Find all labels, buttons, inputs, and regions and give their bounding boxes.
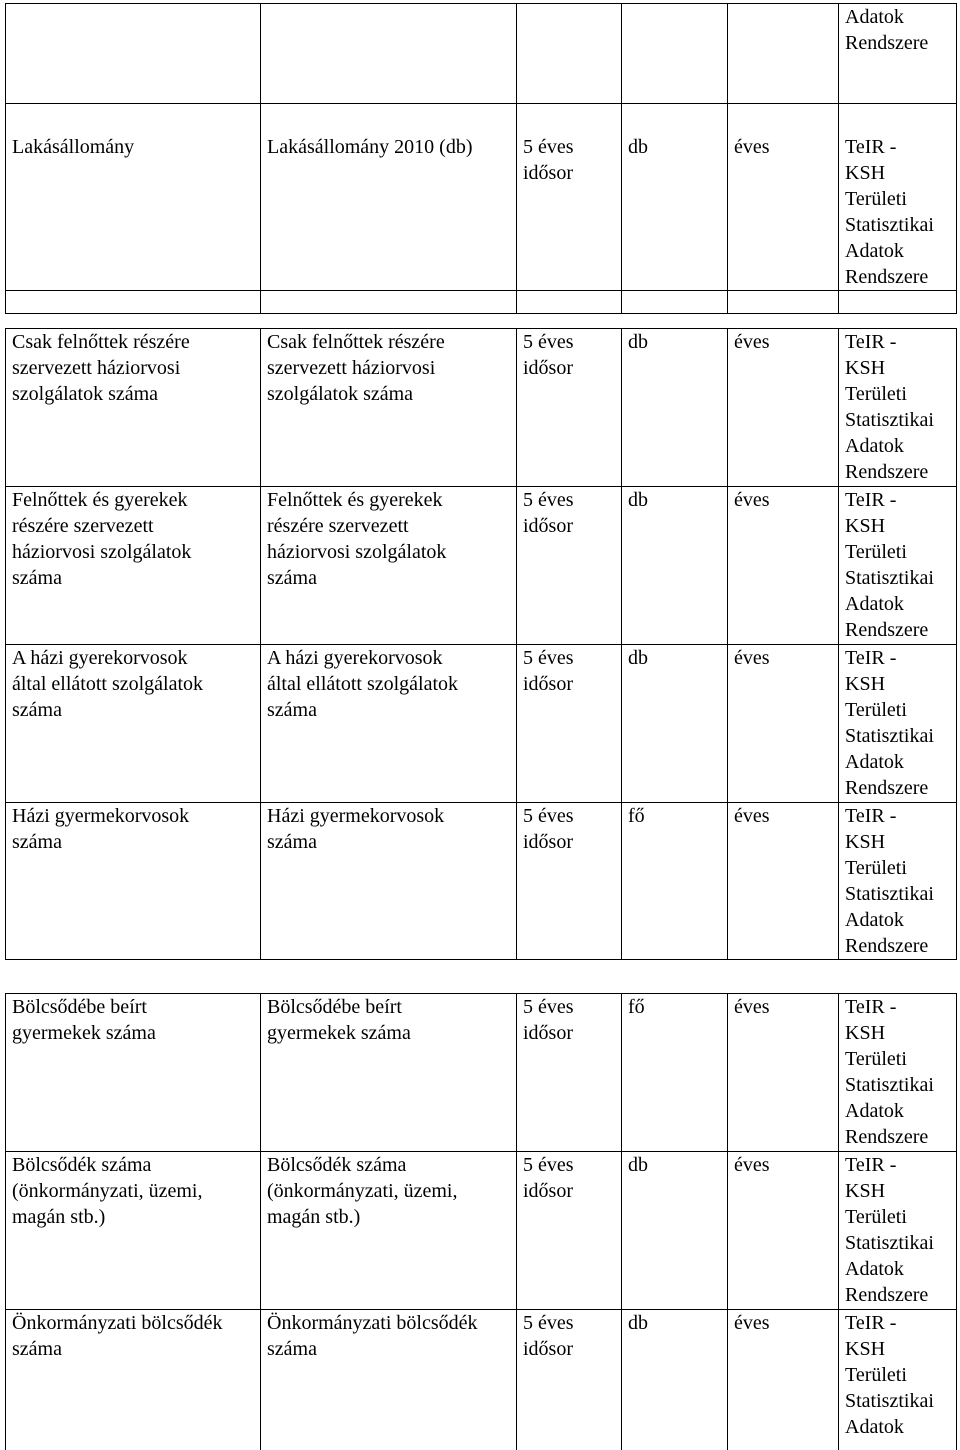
source-line: TeIR - — [845, 136, 897, 158]
frequency-cell — [728, 1310, 839, 1450]
source-line: Statisztikai — [845, 214, 934, 236]
source-line: TeIR - — [845, 996, 897, 1018]
variable-line: Csak felnőttek részére — [267, 331, 445, 353]
source-line: Területi — [845, 1364, 907, 1386]
source-line: Adatok — [845, 909, 904, 931]
timeseries-cell — [517, 4, 622, 104]
unit-cell — [622, 4, 728, 104]
unit-text: db — [628, 136, 648, 158]
source-line: Területi — [845, 188, 907, 210]
source-line: Adatok — [845, 240, 904, 262]
timeseries-line: idősor — [523, 1180, 573, 1202]
source-line: Területi — [845, 1206, 907, 1228]
unit-cell — [622, 104, 728, 291]
source-line: Statisztikai — [845, 725, 934, 747]
variable-line: száma — [267, 567, 317, 589]
variable-cell — [261, 1310, 517, 1450]
frequency-line: éves — [734, 1154, 770, 1176]
timeseries-line: 5 éves — [523, 996, 574, 1018]
indicator-line: (önkormányzati, üzemi, — [12, 1180, 203, 1202]
source-line: TeIR - — [845, 331, 897, 353]
source-cell — [839, 994, 957, 1152]
table-row — [6, 645, 957, 803]
timeseries-line: 5 éves — [523, 136, 574, 158]
source-line: KSH — [845, 357, 886, 379]
variable-line: száma — [267, 699, 317, 721]
variable-line: szervezett háziorvosi — [267, 357, 436, 379]
frequency-line: éves — [734, 996, 770, 1018]
unit-cell — [622, 329, 728, 487]
frequency-cell — [728, 487, 839, 645]
indicator-line: háziorvosi szolgálatok — [12, 541, 192, 563]
variable-cell — [261, 4, 517, 104]
source-line: Adatok — [845, 593, 904, 615]
table-row — [6, 487, 957, 645]
timeseries-line: 5 éves — [523, 647, 574, 669]
indicator-line: részére szervezett — [12, 515, 154, 537]
indicator-line: Csak felnőttek részére — [12, 331, 190, 353]
source-line: Területi — [845, 383, 907, 405]
source-line: KSH — [845, 1338, 886, 1360]
source-cell — [839, 1310, 957, 1450]
timeseries-cell — [517, 329, 622, 487]
unit-cell — [622, 487, 728, 645]
variable-line: szolgálatok száma — [267, 383, 414, 405]
source-line: TeIR - — [845, 805, 897, 827]
variable-line: Bölcsődék száma — [267, 1154, 407, 1176]
indicator-line: száma — [12, 1338, 62, 1360]
health-services-table — [5, 328, 957, 960]
unit-line: db — [628, 489, 648, 511]
indicator-line: száma — [12, 831, 62, 853]
source-line: KSH — [845, 1180, 886, 1202]
source-line: KSH — [845, 1022, 886, 1044]
timeseries-line: idősor — [523, 1338, 573, 1360]
timeseries-line: idősor — [523, 162, 573, 184]
unit-line: db — [628, 1154, 648, 1176]
timeseries-cell — [517, 104, 622, 291]
timeseries-line: 5 éves — [523, 805, 574, 827]
indicator-cell — [6, 104, 261, 291]
source-line: Adatok — [845, 1258, 904, 1280]
source-line: Rendszere — [845, 266, 929, 288]
indicator-cell — [6, 803, 261, 960]
source-line: KSH — [845, 515, 886, 537]
variable-line: száma — [267, 1338, 317, 1360]
timeseries-cell — [517, 994, 622, 1152]
unit-cell — [622, 1310, 728, 1450]
table-row — [6, 994, 957, 1152]
frequency-line: éves — [734, 647, 770, 669]
timeseries-cell — [517, 1152, 622, 1310]
variable-cell — [261, 487, 517, 645]
variable-cell — [261, 994, 517, 1152]
source-line: Területi — [845, 541, 907, 563]
indicator-line: A házi gyerekorvosok — [12, 647, 188, 669]
variable-cell — [261, 104, 517, 291]
table-row — [6, 4, 957, 104]
timeseries-line: idősor — [523, 831, 573, 853]
variable-line: száma — [267, 831, 317, 853]
variable-line: által ellátott szolgálatok — [267, 673, 459, 695]
variable-line: (önkormányzati, üzemi, — [267, 1180, 458, 1202]
unit-line: fő — [628, 805, 645, 827]
table-row — [6, 104, 957, 291]
source-line: KSH — [845, 831, 886, 853]
variable-cell — [261, 1152, 517, 1310]
indicator-cell — [6, 994, 261, 1152]
indicator-cell — [6, 4, 261, 104]
timeseries-line: idősor — [523, 357, 573, 379]
indicator-line: magán stb.) — [12, 1206, 106, 1228]
source-line: Statisztikai — [845, 409, 934, 431]
table-row — [6, 803, 957, 960]
frequency-text: éves — [734, 136, 770, 158]
variable-line: gyermekek száma — [267, 1022, 411, 1044]
table-row — [6, 329, 957, 487]
source-cell — [839, 4, 957, 104]
indicator-line: gyermekek száma — [12, 1022, 156, 1044]
indicator-line: szolgálatok száma — [12, 383, 159, 405]
unit-line: fő — [628, 996, 645, 1018]
frequency-cell — [728, 803, 839, 960]
frequency-line: éves — [734, 489, 770, 511]
variable-line: részére szervezett — [267, 515, 409, 537]
source-line: Területi — [845, 1048, 907, 1070]
source-line: Adatok — [845, 751, 904, 773]
variable-cell — [261, 803, 517, 960]
indicator-line: Bölcsődébe beírt — [12, 996, 147, 1018]
indicator-line: Házi gyermekorvosok — [12, 805, 190, 827]
variable-line: Felnőttek és gyerekek — [267, 489, 443, 511]
source-line: Statisztikai — [845, 567, 934, 589]
source-cell — [839, 104, 957, 291]
source-cell — [839, 645, 957, 803]
frequency-line: éves — [734, 1312, 770, 1334]
timeseries-cell — [517, 1310, 622, 1450]
frequency-cell — [728, 4, 839, 104]
variable-cell — [261, 329, 517, 487]
frequency-line: éves — [734, 331, 770, 353]
source-line: Statisztikai — [845, 883, 934, 905]
table-row — [6, 1310, 957, 1450]
source-line: TeIR - — [845, 1312, 897, 1334]
source-line: Rendszere — [845, 619, 929, 641]
frequency-cell — [728, 645, 839, 803]
indicator-cell — [6, 1310, 261, 1450]
variable-line: háziorvosi szolgálatok — [267, 541, 447, 563]
frequency-cell — [728, 104, 839, 291]
unit-cell — [622, 994, 728, 1152]
unit-line: db — [628, 647, 648, 669]
timeseries-line: 5 éves — [523, 331, 574, 353]
indicator-line: Bölcsődék száma — [12, 1154, 152, 1176]
source-line: Adatok — [845, 6, 904, 28]
variable-line: magán stb.) — [267, 1206, 361, 1228]
nursery-table — [5, 993, 957, 1450]
source-line: Területi — [845, 857, 907, 879]
source-line: Adatok — [845, 435, 904, 457]
timeseries-cell — [517, 645, 622, 803]
variable-line: Házi gyermekorvosok — [267, 805, 445, 827]
housing-table — [5, 3, 957, 314]
source-cell — [839, 487, 957, 645]
source-cell — [839, 1152, 957, 1310]
timeseries-line: idősor — [523, 515, 573, 537]
indicator-line: Önkormányzati bölcsődék — [12, 1312, 223, 1334]
frequency-cell — [728, 994, 839, 1152]
source-line: TeIR - — [845, 489, 897, 511]
spacer-row — [6, 291, 957, 314]
timeseries-cell — [517, 487, 622, 645]
source-cell — [839, 803, 957, 960]
indicator-cell — [6, 1152, 261, 1310]
timeseries-line: 5 éves — [523, 489, 574, 511]
source-line: TeIR - — [845, 647, 897, 669]
timeseries-line: 5 éves — [523, 1154, 574, 1176]
source-cell — [839, 329, 957, 487]
variable-cell — [261, 645, 517, 803]
variable-line: Bölcsődébe beírt — [267, 996, 402, 1018]
source-line: Statisztikai — [845, 1074, 934, 1096]
indicator-cell — [6, 329, 261, 487]
unit-cell — [622, 645, 728, 803]
timeseries-line: idősor — [523, 673, 573, 695]
source-line: Adatok — [845, 1100, 904, 1122]
indicator-line: Felnőttek és gyerekek — [12, 489, 188, 511]
frequency-cell — [728, 1152, 839, 1310]
source-line: Rendszere — [845, 935, 929, 957]
timeseries-line: idősor — [523, 1022, 573, 1044]
source-line: TeIR - — [845, 1154, 897, 1176]
timeseries-line: 5 éves — [523, 1312, 574, 1334]
source-line: KSH — [845, 162, 886, 184]
source-line: Rendszere — [845, 1126, 929, 1148]
table-row — [6, 1152, 957, 1310]
indicator-line: szervezett háziorvosi — [12, 357, 181, 379]
source-line: Statisztikai — [845, 1390, 934, 1412]
source-line: Rendszere — [845, 32, 929, 54]
source-line: Területi — [845, 699, 907, 721]
frequency-cell — [728, 329, 839, 487]
indicator-line: száma — [12, 699, 62, 721]
indicator-cell — [6, 487, 261, 645]
variable-text: Lakásállomány 2010 (db) — [267, 136, 473, 158]
timeseries-cell — [517, 803, 622, 960]
source-line: Statisztikai — [845, 1232, 934, 1254]
source-line: KSH — [845, 673, 886, 695]
indicator-cell — [6, 645, 261, 803]
unit-cell — [622, 803, 728, 960]
source-line: Adatok — [845, 1416, 904, 1438]
unit-cell — [622, 1152, 728, 1310]
unit-line: db — [628, 1312, 648, 1334]
variable-line: Önkormányzati bölcsődék — [267, 1312, 478, 1334]
source-line: Rendszere — [845, 461, 929, 483]
frequency-line: éves — [734, 805, 770, 827]
indicator-line: által ellátott szolgálatok — [12, 673, 204, 695]
source-line: Rendszere — [845, 1284, 929, 1306]
indicator-line: száma — [12, 567, 62, 589]
variable-line: A házi gyerekorvosok — [267, 647, 443, 669]
unit-line: db — [628, 331, 648, 353]
source-line: Rendszere — [845, 777, 929, 799]
indicator-text: Lakásállomány — [12, 136, 135, 158]
